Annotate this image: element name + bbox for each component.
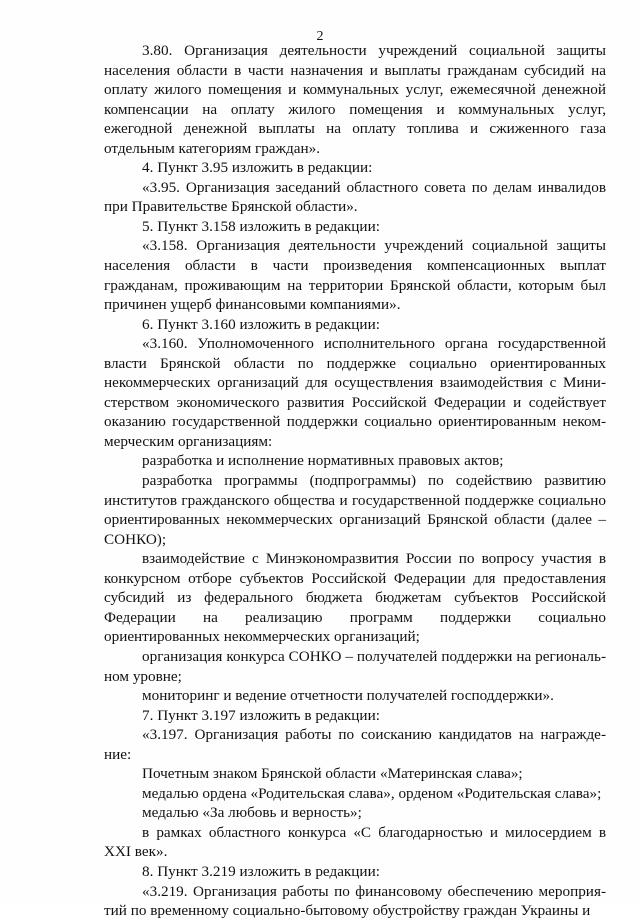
list-item-monitoring: мониторинг и ведение отчетности получателей господдержки». bbox=[142, 687, 554, 705]
list-item-regional-contest: в рамках областного конкурса «С благодарностью и милосердием в XXI век». bbox=[104, 823, 606, 861]
list-item-love-fidelity-medal: медалью «За любовь и верность»; bbox=[142, 804, 362, 822]
paragraph-item-4: 4. Пункт 3.95 изложить в редакции: bbox=[142, 159, 373, 177]
document-body bbox=[104, 41, 606, 921]
list-item-parental-glory: медалью ордена «Родительская слава», орденом «Родительская слава»; bbox=[142, 784, 602, 802]
paragraph-item-8: 8. Пункт 3.219 изложить в редакции: bbox=[142, 862, 380, 880]
list-item-sonko-contest: организация конкурса СОНКО – получателей поддержки на региональном уровне; bbox=[104, 647, 606, 685]
paragraph-item-6: 6. Пункт 3.160 изложить в редакции: bbox=[142, 315, 380, 333]
list-item-ministry-interaction: взаимодействие с Минэкономразвития России по вопросу участия в конкурсном отборе субъектов Российской Федерации для предоставления субсидий из федерального бюджета бюджетам субъектов Российской Федерации на реализацию программ поддержки социально ориентированных некоммерческих организаций; bbox=[104, 550, 606, 646]
page-number: 2 bbox=[316, 29, 324, 44]
paragraph-3-158: «3.158. Организация деятельности учреждений социальной защиты населения области в части произведения компенсационных выплат гражданам, проживающим на территории Брянской области, которым был причинен ущерб финансовыми компаниями». bbox=[104, 237, 606, 314]
paragraph-3-197: «3.197. Организация работы по соисканию кандидатов на награждение: bbox=[104, 726, 606, 763]
list-item-honor-badge: Почетным знаком Брянской области «Материнская слава»; bbox=[142, 765, 523, 783]
paragraph-3-160: «3.160. Уполномоченного исполнительного органа государственной власти Брянской области по поддержке социально ориентированных некоммерческих организаций для осуществления взаимодействия с Министерством экономического развития Российской Федерации и содействует оказанию государственной поддержки социально ориентированным некоммерческим организациям: bbox=[104, 335, 606, 450]
list-item-program-development: разработка программы (подпрограммы) по содействию развитию институтов гражданского общества и государственной поддержке социально ориентированных некоммерческих организаций Брянской области (далее – СОНКО); bbox=[104, 472, 606, 548]
list-item-normative-acts: разработка и исполнение нормативных правовых актов; bbox=[142, 452, 504, 470]
paragraph-item-5: 5. Пункт 3.158 изложить в редакции: bbox=[142, 217, 380, 235]
paragraph-3-80: 3.80. Организация деятельности учреждений социальной защиты населения области в части назначения и выплаты гражданам субсидий на оплату жилого помещения и коммунальных услуг, ежемесячной денежной компенсации на оплату жилого помещения и коммунальных услуг, ежегодной денежной выплаты на оплату топлива и сжиженного газа отдельным категориям граждан». bbox=[104, 42, 606, 157]
paragraph-3-95: «3.95. Организация заседаний областного совета по делам инвалидов при Правительстве Брянской области». bbox=[104, 178, 606, 216]
paragraph-item-7: 7. Пункт 3.197 изложить в редакции: bbox=[142, 706, 380, 724]
paragraph-3-219: «3.219. Организация работы по финансовому обеспечению мероприятий по временному социально-бытовому обустройству граждан Украины и bbox=[104, 882, 606, 920]
